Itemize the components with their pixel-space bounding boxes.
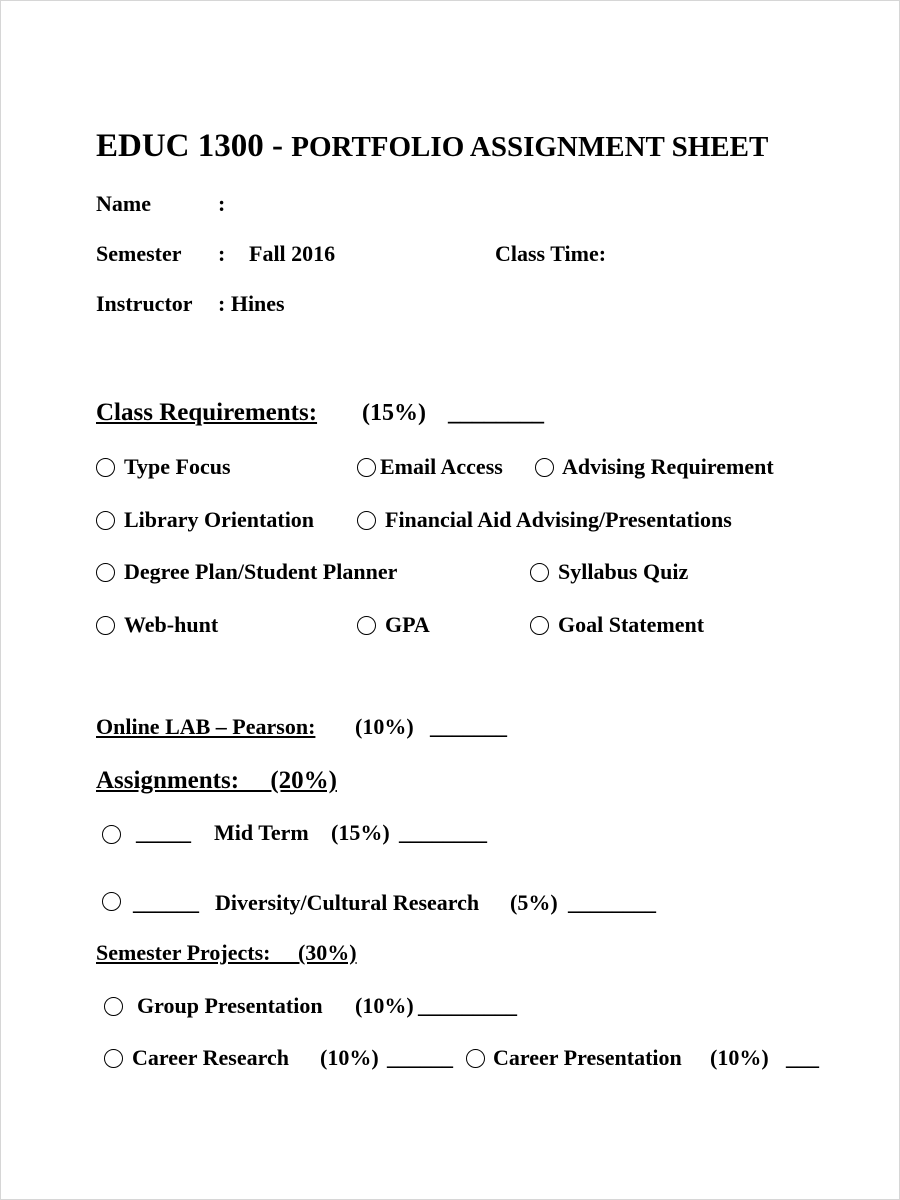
name-label: Name xyxy=(96,191,151,216)
library-orientation-checkbox[interactable] xyxy=(96,511,115,530)
financial-aid-checkbox[interactable] xyxy=(357,511,376,530)
diversity-research-label: Diversity/Cultural Research xyxy=(215,890,480,915)
diversity-research-post-blank[interactable]: ________ xyxy=(568,890,656,915)
syllabus-quiz-label: Syllabus Quiz xyxy=(558,559,689,584)
email-access-checkbox[interactable] xyxy=(357,458,376,477)
mid-term-label: Mid Term xyxy=(214,820,309,845)
semester-label: Semester xyxy=(96,241,182,266)
semester-projects-heading: Semester Projects: (30%) xyxy=(96,940,357,965)
class-requirements-weight: (15%) xyxy=(362,400,426,426)
instructor-label: Instructor xyxy=(96,291,193,316)
group-presentation-checkbox[interactable] xyxy=(104,997,123,1016)
syllabus-quiz-checkbox[interactable] xyxy=(530,563,549,582)
online-lab-heading: Online LAB – Pearson: xyxy=(96,714,316,739)
web-hunt-checkbox[interactable] xyxy=(96,616,115,635)
career-research-checkbox[interactable] xyxy=(104,1049,123,1068)
class-time-label: Class Time: xyxy=(495,241,607,266)
mid-term-weight: (15%) xyxy=(331,820,390,845)
assignments-heading: Assignments: (20%) xyxy=(96,767,337,794)
advising-requirement-label: Advising Requirement xyxy=(562,454,774,479)
career-presentation-checkbox[interactable] xyxy=(466,1049,485,1068)
semester-value: Fall 2016 xyxy=(249,241,336,266)
class-requirements-score-blank[interactable]: ________ xyxy=(448,400,544,426)
mid-term-post-blank[interactable]: ________ xyxy=(399,820,487,845)
career-presentation-weight: (10%) xyxy=(710,1045,769,1070)
group-presentation-post-blank[interactable]: _________ xyxy=(418,993,517,1018)
career-research-label: Career Research xyxy=(132,1045,289,1070)
type-focus-label: Type Focus xyxy=(124,454,231,479)
semester-colon: : xyxy=(218,241,226,266)
library-orientation-label: Library Orientation xyxy=(124,507,315,532)
web-hunt-label: Web-hunt xyxy=(124,612,219,637)
page-title xyxy=(96,130,768,163)
sheet-title: PORTFOLIO ASSIGNMENT SHEET xyxy=(291,131,769,163)
gpa-label: GPA xyxy=(385,612,430,637)
mid-term-checkbox[interactable] xyxy=(102,825,121,844)
online-lab-score-blank[interactable]: _______ xyxy=(430,714,507,739)
advising-requirement-checkbox[interactable] xyxy=(535,458,554,477)
class-requirements-heading: Class Requirements: xyxy=(96,399,318,426)
goal-statement-label: Goal Statement xyxy=(558,612,705,637)
instructor-value: : Hines xyxy=(218,291,285,316)
career-presentation-label: Career Presentation xyxy=(493,1045,682,1070)
diversity-research-checkbox[interactable] xyxy=(102,892,121,911)
type-focus-checkbox[interactable] xyxy=(96,458,115,477)
degree-plan-checkbox[interactable] xyxy=(96,563,115,582)
gpa-checkbox[interactable] xyxy=(357,616,376,635)
career-research-post-blank[interactable]: ______ xyxy=(387,1045,453,1070)
career-research-weight: (10%) xyxy=(320,1045,379,1070)
email-access-label: Email Access xyxy=(380,454,503,479)
career-presentation-post-blank[interactable]: ___ xyxy=(786,1045,819,1070)
mid-term-pre-blank[interactable]: _____ xyxy=(136,820,191,845)
online-lab-weight: (10%) xyxy=(355,714,414,739)
group-presentation-weight: (10%) xyxy=(355,993,414,1018)
group-presentation-label: Group Presentation xyxy=(137,993,323,1018)
financial-aid-label: Financial Aid Advising/Presentations xyxy=(385,507,732,532)
degree-plan-label: Degree Plan/Student Planner xyxy=(124,559,398,584)
name-colon: : xyxy=(218,191,226,216)
course-code: EDUC 1300 - xyxy=(96,128,283,164)
goal-statement-checkbox[interactable] xyxy=(530,616,549,635)
diversity-research-pre-blank[interactable]: ______ xyxy=(133,890,199,915)
diversity-research-weight: (5%) xyxy=(510,890,558,915)
